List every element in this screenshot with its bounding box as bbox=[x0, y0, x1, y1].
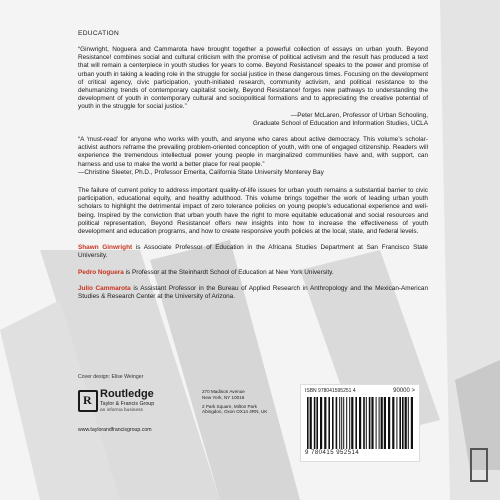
publisher-group: Taylor & Francis Group bbox=[100, 401, 155, 407]
publisher-logo bbox=[78, 388, 198, 422]
publisher-name: Routledge bbox=[100, 388, 154, 400]
quote-affiliation: Graduate School of Education and Information Studies, UCLA bbox=[252, 119, 428, 127]
routledge-logo-icon: R bbox=[78, 390, 98, 412]
endorsement-mclaren bbox=[78, 46, 428, 128]
author-name: Julio Cammarota bbox=[78, 284, 131, 292]
endorsement-sleeter bbox=[78, 136, 428, 177]
cover-design-credit: Cover design: Elise Weinger bbox=[78, 374, 144, 380]
author-bio bbox=[78, 269, 428, 277]
author-name: Shawn Ginwright bbox=[78, 244, 133, 252]
spine-edge bbox=[440, 0, 500, 500]
author-bio-text: is Assistant Professor in the Bureau of Applied Research in Anthropology and the Mexican-American Studies & Research Center at the University of Arizona. bbox=[78, 284, 428, 301]
spine-frame bbox=[470, 448, 488, 482]
cover-text bbox=[78, 30, 428, 301]
publisher-website: www.taylorandfrancisgroup.com bbox=[78, 427, 152, 433]
author-bio-text: is Associate Professor of Education in the Africana Studies Department at San Francisco State University. bbox=[78, 244, 428, 260]
book-description: The failure of current policy to address important quality-of-life issues for urban youth remains a substantial barrier to civic participation, educational equity, and healthy adulthood. This volume brings together the work of leading urban youth scholars to highlight the detrimental impact of zero tolerance policies on young people’s educational experience and well-being. Inspired by the conviction that urban youth have the right to more equitable educational and social resources and political representation, Beyond Resistance! offers new insights into how to increase the effectiveness of youth development and education programs, and how to create responsive youth policies at the local, state, and federal levels. bbox=[78, 187, 428, 236]
author-name: Pedro Noguera bbox=[78, 268, 124, 276]
isbn-text: ISBN 978041595251 4 bbox=[305, 388, 356, 394]
barcode-icon bbox=[307, 397, 413, 449]
author-bio bbox=[78, 285, 428, 301]
quote-text: “Ginwright, Noguera and Cammarota have brought together a powerful collection of essays on urban youth. Beyond Resistance! combines social and cultural criticism with the promise of political activism and the result has produced a text that will remain a centerpiece in youth studies for years to come. Beyond Resistance! speaks to the power and promise of urban youth in taking a leading role in the struggle for social justice in these dangerous times. Focusing on the development of critical agency, civic participation, youth-initiated research, community activism, and political resistance to the dehumanizing trends of contemporary capitalist society, Beyond Resistance! forges new pathways to understanding the development of youth in contemporary cultural and sociopolitical formations and to appreciating the creative potential of youth in the struggle for social justice.” bbox=[78, 46, 428, 111]
price-code: 90000 > bbox=[393, 388, 415, 394]
author-bio bbox=[78, 244, 428, 260]
quote-author: —Peter McLaren, Professor of Urban Schooling, bbox=[290, 111, 428, 119]
publisher-address: 270 Madison Avenue New York, NY 10016 2 Park Square, Milton Park Abingdon, Oxon OX14 4RN, UK bbox=[202, 389, 268, 415]
quote-author: —Christine Sleeter, Ph.D., Professor Emerita, California State University Monterey Bay bbox=[78, 168, 324, 176]
publisher-tagline: an informa business bbox=[100, 408, 143, 413]
quote-text: “A ‘must-read’ for anyone who works with youth, and anyone who cares about active democracy. This volume’s scholar-activist authors reframe the prevailing problem-oriented conception of youth, with one of engaged citizenship. Readers will experience the tremendous intellectual power young people in marginalized communities have and, with support, can harness and use to make the world a better place for real people.” bbox=[78, 136, 428, 168]
isbn-barcode bbox=[300, 384, 420, 462]
author-bio-text: is Professor at the Steinhardt School of Education at New York University. bbox=[123, 268, 334, 276]
subject-label: EDUCATION bbox=[78, 30, 120, 37]
barcode-digits: 9 780415 952514 bbox=[305, 450, 360, 456]
